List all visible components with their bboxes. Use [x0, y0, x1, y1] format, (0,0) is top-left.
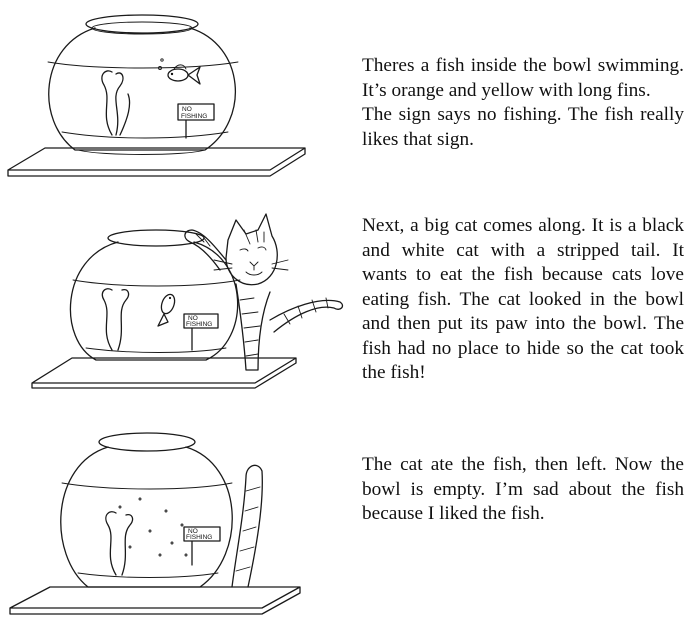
no-fishing-sign-icon — [184, 314, 218, 350]
no-fishing-sign-icon — [184, 527, 220, 565]
cat-reaching-into-bowl-illustration — [0, 200, 345, 410]
seaweed-icon — [102, 71, 130, 135]
goldfish-icon — [158, 293, 177, 326]
shelf-icon — [8, 148, 305, 176]
story-text-2 — [362, 214, 684, 386]
story-text-1 — [362, 54, 684, 152]
story-panel-2 — [0, 200, 700, 415]
sign-text-line2: FISHING — [186, 534, 213, 541]
shelf-icon — [32, 358, 296, 388]
cat-icon — [185, 214, 343, 370]
empty-fishbowl-illustration — [0, 415, 345, 625]
sign-text-line2: FISHING — [181, 113, 208, 120]
seaweed-icon — [102, 289, 128, 350]
sign-text-line1: NO — [182, 106, 192, 113]
seaweed-icon — [106, 512, 133, 575]
paragraph: Next, a big cat comes along. It is a black and white cat with a stripped tail. It wants to eat the fish because cats love eating fish. The cat looked in the bowl and then put its paw into the bowl. The fish had no place to hide so the cat took the fish! — [362, 215, 684, 383]
cat-tail-icon — [232, 465, 262, 587]
sign-text-line1: NO — [188, 315, 198, 322]
story-panel-1 — [0, 0, 700, 200]
no-fishing-sign-icon — [178, 104, 214, 138]
paragraph: Theres a fish inside the bowl swimming. It’s orange and yellow with long fins. — [362, 55, 684, 101]
goldfish-icon — [159, 59, 201, 84]
fishbowl-with-fish-illustration — [0, 0, 345, 190]
sign-text-line1: NO — [188, 528, 198, 535]
fishbowl-icon — [61, 447, 232, 587]
paragraph: The cat ate the fish, then left. Now the bowl is empty. I’m sad about the fish because I liked the fish. — [362, 454, 684, 524]
shelf-icon — [10, 587, 300, 614]
fishbowl-icon — [49, 28, 236, 150]
story-text-3 — [362, 453, 684, 527]
sign-text-line2: FISHING — [186, 321, 213, 328]
story-panel-3 — [0, 415, 700, 630]
paragraph: The sign says no fishing. The fish really likes that sign. — [362, 104, 684, 150]
